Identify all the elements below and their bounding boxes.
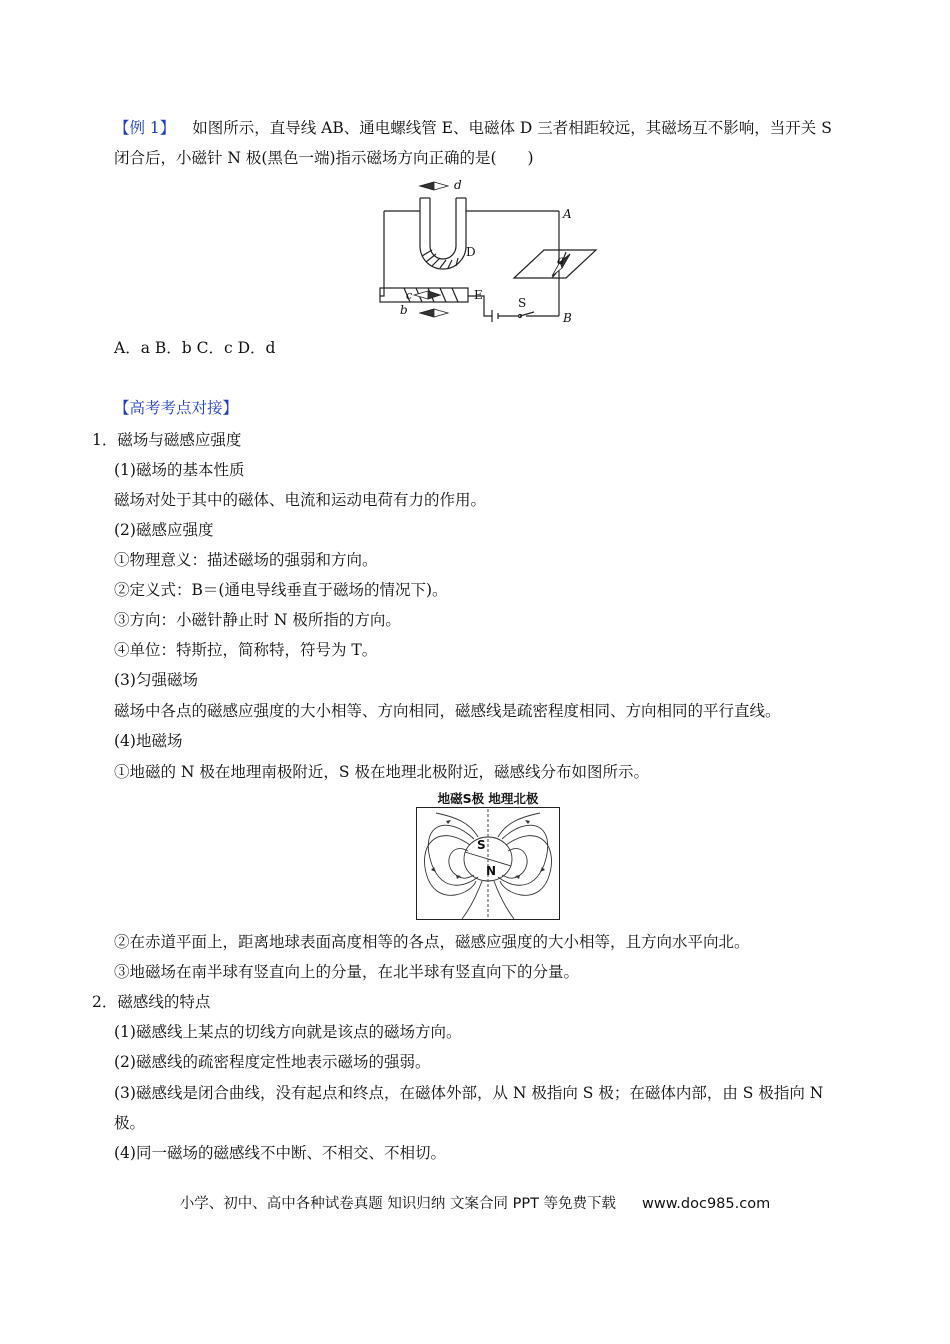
label-B: B bbox=[563, 311, 572, 324]
footer-text: 小学、初中、高中各种试卷真题 知识归纳 文案合同 PPT 等免费下载 bbox=[179, 1196, 617, 1212]
section1-line-5: ②定义式：B＝(通电导线垂直于磁场的情况下)。 bbox=[114, 581, 448, 599]
section1-line-7: ④单位：特斯拉，简称特，符号为 T。 bbox=[114, 641, 378, 659]
section2-line-3: (3)磁感线是闭合曲线，没有起点和终点，在磁体外部，从 N 极指向 S 极；在磁体内部，由 S 极指向 N bbox=[114, 1084, 824, 1102]
section1-line-3: (2)磁感应强度 bbox=[114, 521, 214, 539]
example-line-1 bbox=[114, 118, 832, 138]
circuit-diagram bbox=[374, 176, 606, 324]
label-D: D bbox=[466, 245, 476, 259]
section1-line-4: ①物理意义：描述磁场的强弱和方向。 bbox=[114, 551, 378, 569]
section1-line-12: ②在赤道平面上，距离地球表面高度相等的各点，磁感应强度的大小相等，且方向水平向北。 bbox=[114, 933, 750, 951]
section2-heading: 2．磁感线的特点 bbox=[92, 993, 211, 1011]
footer-url[interactable]: www.doc985.com bbox=[642, 1196, 771, 1212]
earth-magnetic-field-diagram bbox=[416, 807, 560, 921]
section1-line-2: 磁场对处于其中的磁体、电流和运动电荷有力的作用。 bbox=[114, 491, 487, 509]
page-footer bbox=[0, 1192, 950, 1213]
label-S: S bbox=[518, 296, 527, 310]
earth-s-label: S bbox=[477, 838, 486, 852]
label-E: E bbox=[474, 288, 483, 302]
section1-line-6: ③方向：小磁针静止时 N 极所指的方向。 bbox=[114, 611, 401, 629]
earth-n-label: N bbox=[486, 864, 497, 878]
section1-line-13: ③地磁场在南半球有竖直向上的分量，在北半球有竖直向下的分量。 bbox=[114, 963, 580, 981]
example-question-2: 闭合后，小磁针 N 极(黑色一端)指示磁场方向正确的是( ) bbox=[114, 149, 534, 167]
section1-line-8: (3)匀强磁场 bbox=[114, 671, 198, 689]
label-b: b bbox=[400, 303, 408, 317]
section1-heading: 1．磁场与磁感应强度 bbox=[92, 431, 242, 449]
section2-line-1: (1)磁感线上某点的切线方向就是该点的磁场方向。 bbox=[114, 1023, 462, 1041]
section-title: 【高考考点对接】 bbox=[114, 399, 239, 417]
label-a: a bbox=[557, 253, 565, 267]
section1-line-10: (4)地磁场 bbox=[114, 732, 183, 750]
example-question-1: 如图所示，直导线 AB、通电螺线管 E、电磁体 D 三者相距较远，其磁场互不影响，当开关 S bbox=[192, 119, 832, 137]
example-options: A．a B．b C．c D．d bbox=[114, 339, 276, 357]
section2-line-4: (4)同一磁场的磁感线不中断、不相交、不相切。 bbox=[114, 1144, 446, 1162]
section1-line-9: 磁场中各点的磁感应强度的大小相等、方向相同，磁感线是疏密程度相同、方向相同的平行直线。 bbox=[114, 702, 781, 720]
section2-line-3-cont: 极。 bbox=[114, 1114, 146, 1132]
earth-figure-caption: 地磁S极 地理北极 bbox=[437, 791, 539, 806]
label-d: d bbox=[454, 178, 462, 192]
example-tag: 【例 1】 bbox=[114, 119, 176, 137]
section2-line-2: (2)磁感线的疏密程度定性地表示磁场的强弱。 bbox=[114, 1053, 431, 1071]
label-c: c bbox=[406, 289, 413, 302]
label-A: A bbox=[563, 207, 572, 221]
section1-line-11: ①地磁的 N 极在地理南极附近，S 极在地理北极附近，磁感线分布如图所示。 bbox=[114, 763, 649, 781]
section1-line-1: (1)磁场的基本性质 bbox=[114, 461, 245, 479]
